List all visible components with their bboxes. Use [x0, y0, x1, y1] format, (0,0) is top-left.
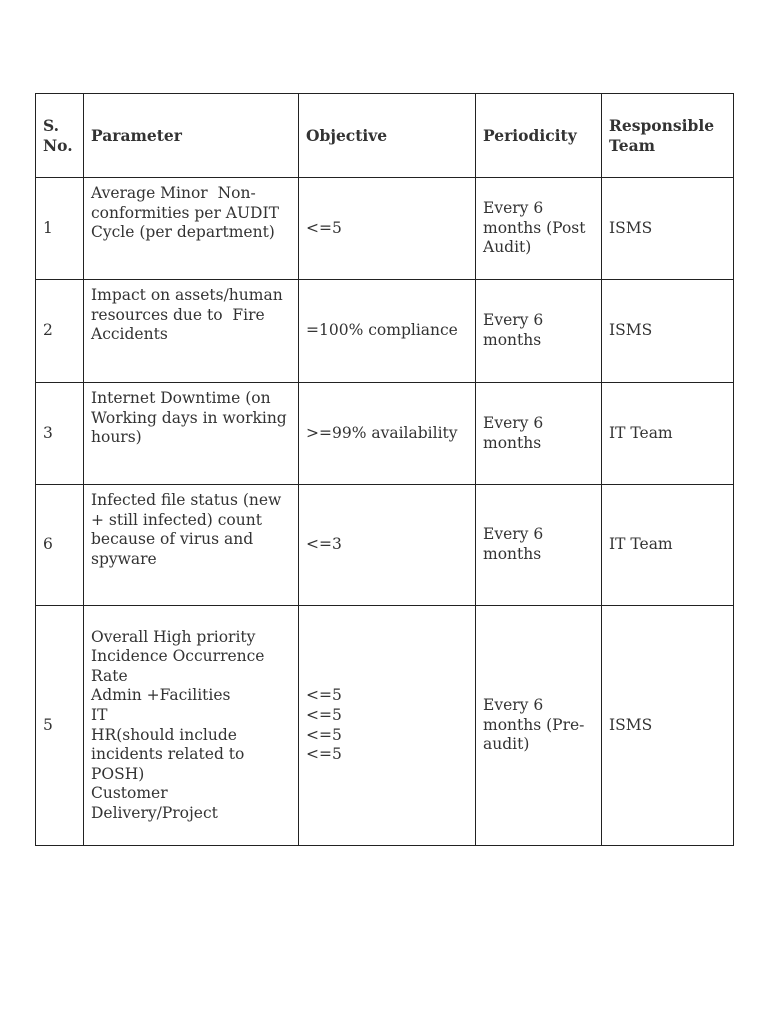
objective-line: <=5 — [306, 218, 342, 237]
header-sno: S. No. — [36, 94, 84, 178]
cell-responsible-team: ISMS — [602, 606, 734, 846]
cell-responsible-team: ISMS — [602, 280, 734, 383]
objective-line: <=5 — [306, 705, 342, 724]
cell-sno: 5 — [36, 606, 84, 846]
cell-periodicity: Every 6 months (Pre-audit) — [476, 606, 602, 846]
cell-sno: 6 — [36, 485, 84, 606]
cell-responsible-team: IT Team — [602, 383, 734, 485]
cell-parameter — [84, 178, 299, 280]
cell-periodicity: Every 6 months — [476, 485, 602, 606]
cell-periodicity: Every 6 months (Post Audit) — [476, 178, 602, 280]
parameter-line: IT — [91, 705, 108, 724]
table-row — [36, 383, 734, 485]
cell-objective — [299, 606, 476, 846]
header-periodicity: Periodicity — [476, 94, 602, 178]
parameter-line: Infected file status (new + still infected) count because of virus and spyware — [91, 491, 287, 568]
parameter-line: Average Minor Non-conformities per AUDIT Cycle (per department) — [91, 184, 284, 242]
cell-parameter — [84, 280, 299, 383]
cell-sno: 3 — [36, 383, 84, 485]
cell-objective — [299, 485, 476, 606]
parameter-line: Overall High priority Incidence Occurrence Rate — [91, 627, 270, 685]
parameter-line: Admin +Facilities — [91, 686, 231, 705]
cell-objective — [299, 383, 476, 485]
table-row — [36, 178, 734, 280]
header-responsible-team: Responsible Team — [602, 94, 734, 178]
table-header-row — [36, 94, 734, 178]
objective-line: >=99% availability — [306, 423, 458, 442]
cell-periodicity: Every 6 months — [476, 383, 602, 485]
cell-parameter — [84, 383, 299, 485]
objectives-table — [35, 93, 734, 846]
cell-sno: 2 — [36, 280, 84, 383]
parameter-line: Customer Delivery/Project — [91, 784, 218, 822]
cell-parameter — [84, 606, 299, 846]
parameter-line: Internet Downtime (on Working days in working hours) — [91, 389, 292, 447]
cell-objective — [299, 178, 476, 280]
cell-objective — [299, 280, 476, 383]
header-parameter: Parameter — [84, 94, 299, 178]
table-row — [36, 606, 734, 846]
cell-responsible-team: ISMS — [602, 178, 734, 280]
cell-parameter — [84, 485, 299, 606]
parameter-line: Impact on assets/human resources due to Fire Accidents — [91, 286, 288, 344]
parameter-line: HR(should include incidents related to POSH) — [91, 725, 250, 783]
objective-line: <=5 — [306, 745, 342, 764]
objective-line: <=5 — [306, 686, 342, 705]
cell-periodicity: Every 6 months — [476, 280, 602, 383]
cell-responsible-team: IT Team — [602, 485, 734, 606]
header-objective: Objective — [299, 94, 476, 178]
objective-line: =100% compliance — [306, 321, 458, 340]
table-row — [36, 280, 734, 383]
objective-line: <=3 — [306, 535, 342, 554]
cell-sno: 1 — [36, 178, 84, 280]
table-row — [36, 485, 734, 606]
objective-line: <=5 — [306, 725, 342, 744]
